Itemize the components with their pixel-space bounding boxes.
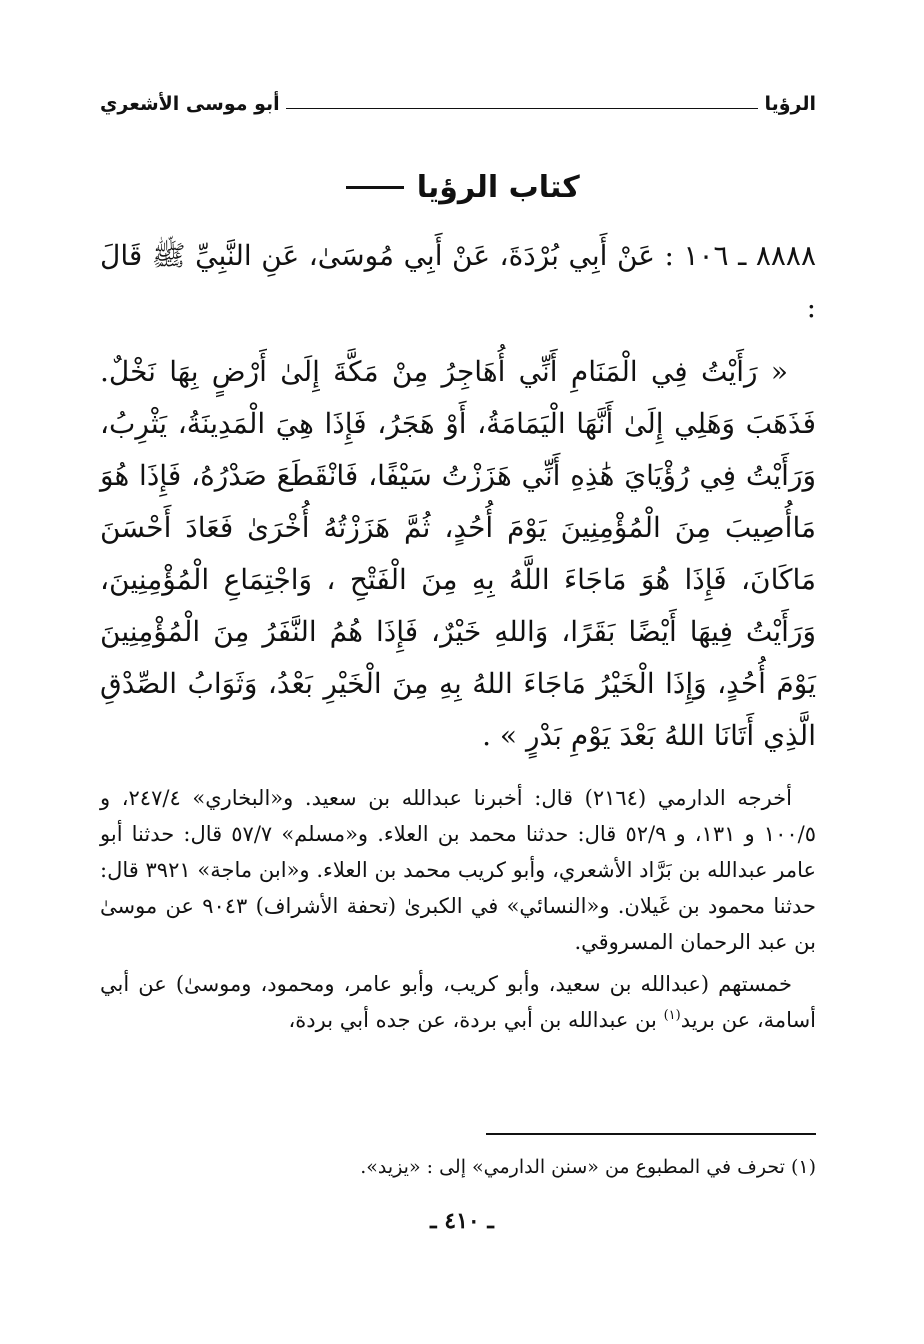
- takhrij-text: بن عبدالله بن أبي بردة، عن جده أبي بردة،: [288, 1008, 664, 1032]
- header-rule: [286, 108, 759, 109]
- chapter-title-text: كتاب الرؤيا: [416, 170, 580, 205]
- footnote: (١) تحرف في المطبوع من «سنن الدارمي» إلى : «يزيد».: [360, 1156, 816, 1178]
- title-ornament-line: [346, 186, 404, 189]
- hadith-matn: « رَأَيْتُ فِي الْمَنَامِ أَنِّي أُهَاجِرُ مِنْ مَكَّةَ إِلَىٰ أَرْضٍ بِهَا نَخْلٌ. فَذَهَبَ وَهَلِي إِلَىٰ أَنَّهَا الْيَمَامَةُ، أَوْ هَجَرُ، فَإِذَا هِيَ الْمَدِينَةُ، يَثْرِبُ، وَرَأَيْتُ فِي رُؤْيَايَ هَٰذِهِ أَنِّي هَزَزْتُ سَيْفًا، فَانْقَطَعَ صَدْرُهُ، فَإِذَا هُوَ مَاأُصِيبَ مِنَ الْمُؤْمِنِينَ يَوْمَ أُحُدٍ، ثُمَّ هَزَزْتُهُ أُخْرَىٰ فَعَادَ أَحْسَنَ مَاكَانَ، فَإِذَا هُوَ مَاجَاءَ اللَّهُ بِهِ مِنَ الْفَتْحِ ، وَاجْتِمَاعِ الْمُؤْمِنِينَ، وَرَأَيْتُ فِيهَا أَيْضًا بَقَرًا، وَاللهِ خَيْرٌ، فَإِذَا هُمُ النَّفَرُ مِنَ الْمُؤْمِنِينَ يَوْمَ أُحُدٍ، وَإِذَا الْخَيْرُ مَاجَاءَ اللهُ بِهِ مِنَ الْخَيْرِ بَعْدُ، وَثَوَابُ الصِّدْقِ الَّذِي أَتَانَا اللهُ بَعْدَ يَوْمِ بَدْرٍ » .: [100, 355, 816, 752]
- footnote-reference: (١): [663, 1008, 681, 1023]
- takhrij-paragraph: أخرجه الدارمي (٢١٦٤) قال: أخبرنا عبدالله بن سعيد. و«البخاري» ٢٤٧/٤، و ١٠٠/٥ و ١٣١، و ٥٢/٩ قال: حدثنا محمد بن العلاء. و«مسلم» ٥٧/٧ قال: حدثنا أبو عامر عبدالله بن بَرَّاد الأشعري، وأبو كريب محمد بن العلاء. و«ابن ماجة» ٣٩٢١ قال: حدثنا محمود بن غَيلان. و«النسائي» في الكبرىٰ (تحفة الأشراف) ٩٠٤٣ عن موسىٰ بن عبد الرحمان المسروقي.: [100, 786, 816, 954]
- hadith-isnad: ٨٨٨٨ ـ ١٠٦ : عَنْ أَبِي بُرْدَةَ، عَنْ أَبِي مُوسَىٰ، عَنِ النَّبِيِّ ﷺ قَالَ :: [100, 239, 816, 324]
- takhrij-block: [100, 780, 816, 1038]
- takhrij-text: خمستهم (عبدالله بن سعيد، وأبو كريب، وأبو عامر، ومحمود، وموسىٰ) عن أبي أسامة، عن بريد: [100, 972, 816, 1032]
- header-chapter-name: الرؤيا: [764, 93, 816, 115]
- hadith-block: [100, 230, 816, 762]
- page-number: ـ ٤١٠ ـ: [430, 1208, 494, 1234]
- chapter-title: [0, 170, 924, 205]
- header-book-author: أبو موسى الأشعري: [100, 93, 280, 115]
- takhrij-paragraph: [100, 966, 816, 1038]
- running-header: [100, 88, 816, 120]
- footnote-separator: [486, 1133, 816, 1135]
